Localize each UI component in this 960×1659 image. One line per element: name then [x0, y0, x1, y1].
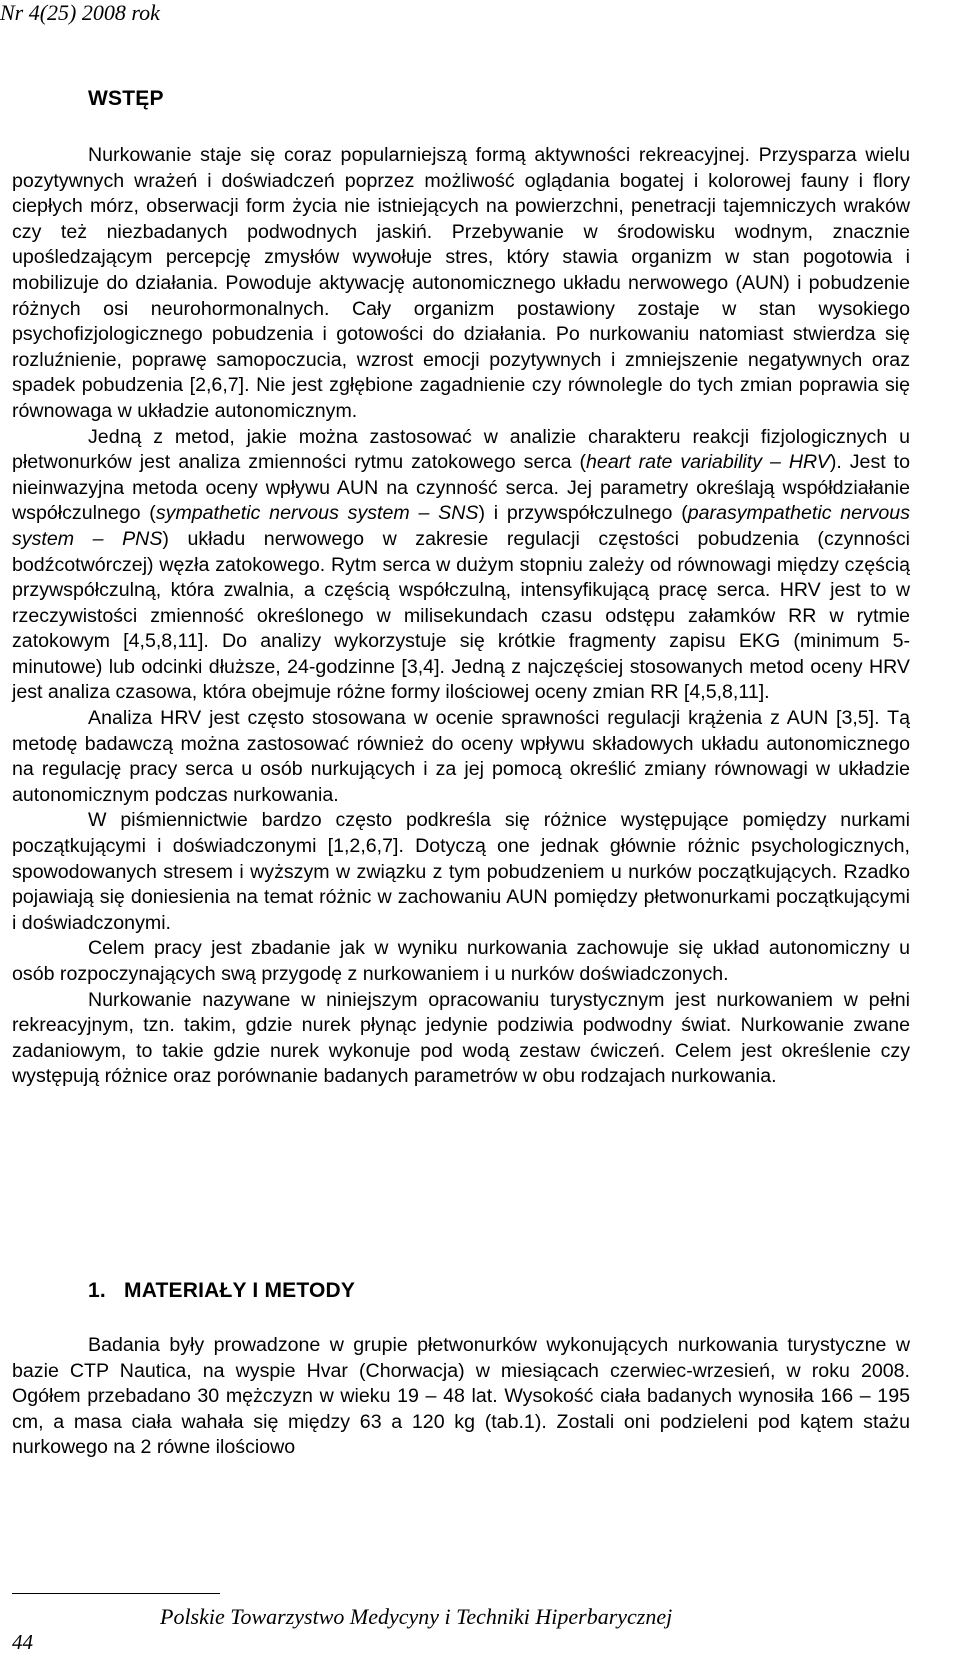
footer-publisher: Polskie Towarzystwo Medycyny i Techniki Hiperbarycznej: [160, 1604, 673, 1629]
paragraph: Nurkowanie staje się coraz popularniejszą formą aktywności rekreacyjnej. Przysparza wielu pozytywnych wrażeń i doświadczeń poprzez możliwość oglądania bogatej i kolorowej fauny i flory ciepłych mórz, obserwacji form życia nie istniejących na powierzchni, penetracji tajemniczych wraków czy też niezbadanych podwodnych jaskiń. Przebywanie w środowisku wodnym, znacznie upośledzającym percepcję zmysłów wywołuje stres, który stawia organizm w stan pogotowia i mobilizuje do działania. Powoduje aktywację autonomicznego układu nerwowego (AUN) i pobudzenie różnych osi neurohormonalnych. Cały organizm postawiony zostaje w stan wysokiego psychofizjologicznego pobudzenia i gotowości do działania. Po nurkowaniu natomiast stwierdza się rozluźnienie, poprawę samopoczucia, wzrost emocji pozytywnych i zmniejszenie negatywnych oraz spadek pobudzenia [2,6,7]. Nie jest zgłębione zagadnienie czy równolegle do tych zmian poprawia się równowaga w układzie autonomicznym.: [12, 144, 910, 422]
paragraph: W piśmiennictwie bardzo często podkreśla się różnice występujące pomiędzy nurkami początkującymi i doświadczonymi [1,2,6,7]. Dotyczą one jednak głównie różnic psychologicznych, spowodowanych stresem i wyższym w związku z tym pobudzeniem u nurków początkujących. Rzadko pojawiają się doniesienia na temat różnic w zachowaniu AUN pomiędzy płetwonurkami początkującymi i doświadczonymi.: [12, 809, 910, 934]
paragraph: Celem pracy jest zbadanie jak w wyniku nurkowania zachowuje się układ autonomiczny u osób rozpoczynających swą przygodę z nurkowaniem i u nurków doświadczonych.: [12, 937, 910, 985]
term-hrv: heart rate variability – HRV: [586, 451, 830, 474]
page-number: 44: [12, 1630, 33, 1654]
introduction-body: [12, 143, 910, 1090]
section-title: MATERIAŁY I METODY: [124, 1279, 356, 1302]
paragraph: Badania były prowadzone w grupie płetwonurków wykonujących nurkowania turystyczne w bazie CTP Nautica, na wyspie Hvar (Chorwacja) w miesiącach czerwiec-wrzesień, w roku 2008. Ogółem przebadano 30 mężczyzn w wieku 19 – 48 lat. Wysokość ciała badanych wynosiła 166 – 195 cm, a masa ciała wahała się między 63 a 120 kg (tab.1). Zostali oni podzieleni pod kątem stażu nurkowego na 2 równe ilościowo: [12, 1334, 910, 1459]
section-heading-introduction: [88, 86, 164, 112]
section-title: WSTĘP: [88, 87, 164, 110]
paragraph: Nurkowanie nazywane w niniejszym opracowaniu turystycznym jest nurkowaniem w pełni rekreacyjnym, tzn. takim, gdzie nurek płynąc jedynie podziwia podwodny świat. Nurkowanie zwane zadaniowym, to takie gdzie nurek wykonuje pod wodą zestaw ćwiczeń. Celem jest określenie czy występują różnice oraz porównanie badanych parametrów w obu rodzajach nurkowania.: [12, 988, 910, 1088]
section-number: 1.: [88, 1279, 106, 1302]
journal-issue-header: Nr 4(25) 2008 rok: [0, 0, 160, 25]
paragraph-hrv: Jedną z metod, jakie można zastosować w analizie charakteru reakcji fizjologicznych u płetwonurków jest analiza zmienności rytmu zatokowego serca (heart rate variability – HRV). Jest to nieinwazyjna metoda oceny wpływu AUN na czynność serca. Jej parametry określają współdziałanie współczulnego (sympathetic nervous system – SNS) i przywspółczulnego (parasympathetic nervous system – PNS) układu nerwowego w zakresie regulacji częstości pobudzenia (czynności bodźcotwórczej) węzła zatokowego. Rytm serca w dużym stopniu zależy od równowagi między częścią przywspółczulną, która zwalnia, a częścią współczulną, intensyfikującą pracę serca. HRV jest to w rzeczywistości zmienność określonego w milisekundach czasu odstępu załamków RR w rytmie zatokowym [4,5,8,11]. Do analizy wykorzystuje się krótkie fragmenty zapisu EKG (minimum 5-minutowe) lub odcinki dłuższe, 24-godzinne [3,4]. Jedną z najczęściej stosowanych metod oceny HRV jest analiza czasowa, która obejmuje różne formy ilościowej oceny zmian RR [4,5,8,11].: [12, 425, 910, 704]
section-heading-methods: [88, 1278, 355, 1304]
paragraph: Analiza HRV jest często stosowana w ocenie sprawności regulacji krążenia z AUN [3,5]. Tą metodę badawczą można zastosować również do oceny wpływu składowych układu autonomicznego na regulację pracy serca u osób nurkujących i za jej pomocą określić zmiany równowagi w układzie autonomicznym podczas nurkowania.: [12, 707, 910, 806]
term-sns: sympathetic nervous system – SNS: [155, 502, 479, 525]
term-pns: parasympathetic nervous system – PNS: [12, 502, 910, 550]
footer-divider: [12, 1593, 220, 1594]
methods-body: [12, 1333, 910, 1461]
